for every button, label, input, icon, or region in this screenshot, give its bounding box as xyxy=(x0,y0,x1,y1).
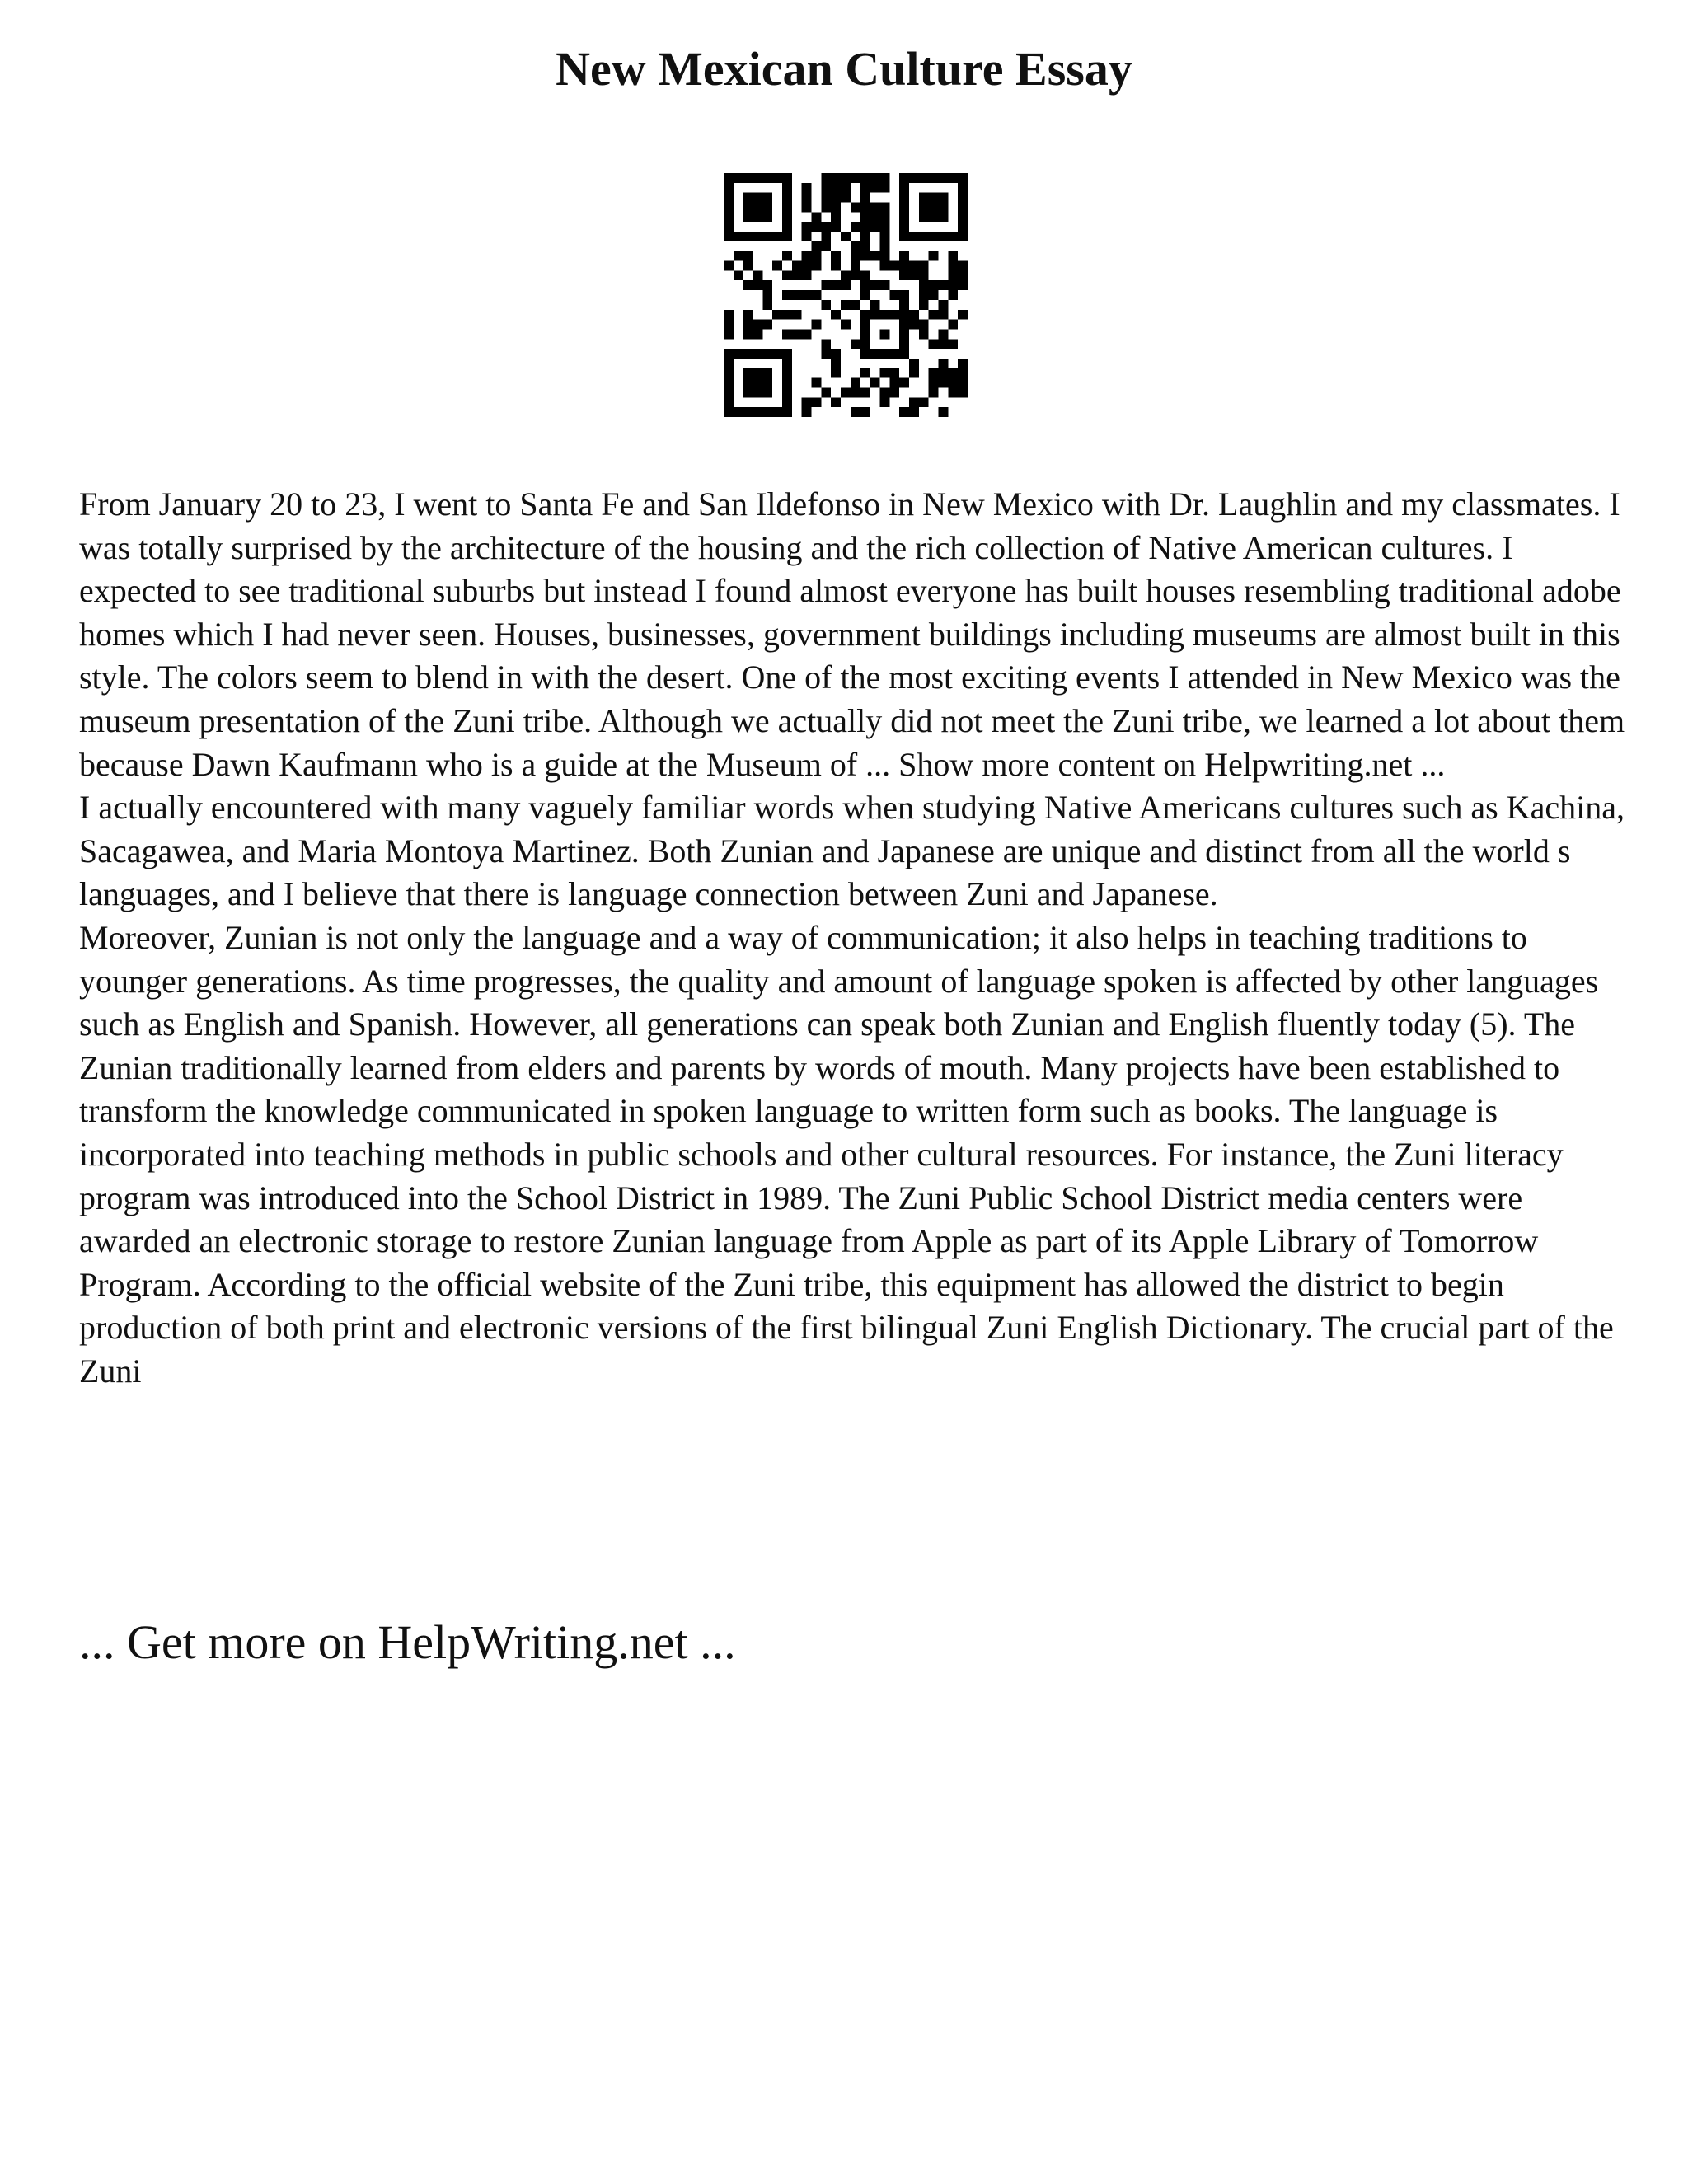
qr-code-icon xyxy=(724,173,968,417)
page-title: New Mexican Culture Essay xyxy=(556,42,1132,96)
essay-paragraph: Moreover, Zunian is not only the language and a way of communication; it also helps in teaching traditions to younger generations. As time progresses, the quality and amount of language spoken is affected by other languages such as English and Spanish. However, all generations can speak both Zunian and English fluently today (5). The Zunian traditionally learned from elders and parents by words of mouth. Many projects have been established to transform the knowledge communicated in spoken language to written form such as books. The language is incorporated into teaching methods in public schools and other cultural resources. For instance, the Zuni literacy program was introduced into the School District in 1989. The Zuni Public School District media centers were awarded an electronic storage to restore Zunian language from Apple as part of its Apple Library of Tomorrow Program. According to the official website of the Zuni tribe, this equipment has allowed the district to begin production of both print and electronic versions of the first bilingual Zuni English Dictionary. The crucial part of the Zuni xyxy=(79,918,1614,1390)
essay-body xyxy=(79,483,1629,1393)
essay-paragraph: I actually encountered with many vaguely familiar words when studying Native Americans cultures such as Kachina, Sacagawea, and Maria Montoya Martinez. Both Zunian and Japanese are unique and distinct from all the world s languages, and I believe that there is language connection between Zuni and Japanese. xyxy=(79,789,1625,913)
essay-paragraph: From January 20 to 23, I went to Santa Fe and San Ildefonso in New Mexico with Dr. Laughlin and my classmates. I was totally surprised by the architecture of the housing and the rich collection of Native American cultures. I expected to see traditional suburbs but instead I found almost everyone has built houses resembling traditional adobe homes which I had never seen. Houses, businesses, government buildings including museums are almost built in this style. The colors seem to blend in with the desert. One of the most exciting events I attended in New Mexico was the museum presentation of the Zuni tribe. Although we actually did not meet the Zuni tribe, we learned a lot about them because Dawn Kaufmann who is a guide at the Museum of ... Show more content on Helpwriting.net ... xyxy=(79,485,1625,783)
get-more-link[interactable]: ... Get more on HelpWriting.net ... xyxy=(79,1615,736,1669)
